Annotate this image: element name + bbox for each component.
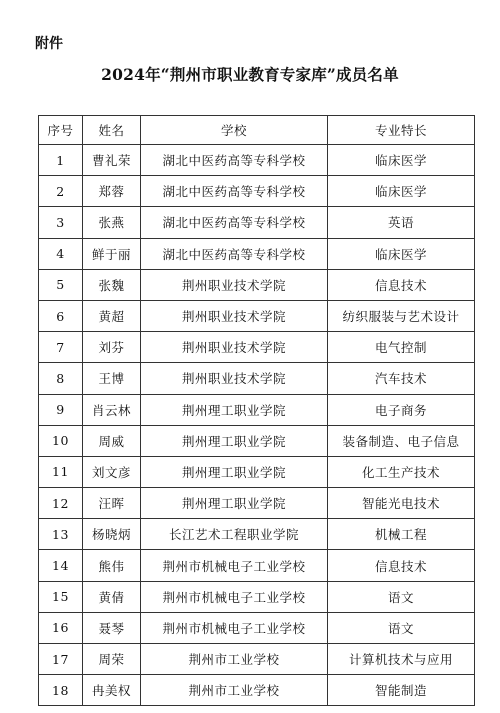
cell-name: 郑蓉 [83,176,141,207]
cell-name: 黄超 [83,300,141,331]
cell-specialty: 智能制造 [328,675,475,706]
cell-name: 张燕 [83,207,141,238]
cell-number: 18 [39,675,83,706]
cell-school: 荆州理工职业学院 [141,456,328,487]
cell-number: 1 [39,145,83,176]
table-row [39,332,475,363]
cell-school: 湖北中医药高等专科学校 [141,145,328,176]
cell-school: 荆州理工职业学院 [141,394,328,425]
cell-name: 冉美权 [83,675,141,706]
table-row [39,612,475,643]
table-row [39,363,475,394]
cell-number: 14 [39,550,83,581]
cell-number: 9 [39,394,83,425]
cell-name: 曹礼荣 [83,145,141,176]
table-row [39,456,475,487]
attachment-label: 附件 [35,36,63,52]
cell-school: 荆州职业技术学院 [141,269,328,300]
cell-number: 16 [39,612,83,643]
column-header-specialty: 专业特长 [328,116,475,145]
cell-number: 5 [39,269,83,300]
cell-school: 荆州理工职业学院 [141,488,328,519]
cell-school: 荆州职业技术学院 [141,332,328,363]
cell-specialty: 临床医学 [328,176,475,207]
cell-specialty: 智能光电技术 [328,488,475,519]
table-row [39,488,475,519]
table-row [39,675,475,706]
cell-school: 湖北中医药高等专科学校 [141,176,328,207]
cell-specialty: 临床医学 [328,238,475,269]
cell-school: 长江艺术工程职业学院 [141,519,328,550]
cell-name: 肖云林 [83,394,141,425]
cell-name: 黄倩 [83,581,141,612]
table-row [39,269,475,300]
table-body [39,145,475,706]
column-header-name: 姓名 [83,116,141,145]
cell-school: 荆州市工业学校 [141,675,328,706]
cell-name: 刘文彦 [83,456,141,487]
cell-name: 鲜于丽 [83,238,141,269]
cell-name: 王博 [83,363,141,394]
cell-number: 6 [39,300,83,331]
table-row [39,425,475,456]
table-row [39,644,475,675]
cell-specialty: 信息技术 [328,269,475,300]
cell-school: 荆州市机械电子工业学校 [141,550,328,581]
cell-school: 荆州市工业学校 [141,644,328,675]
cell-number: 7 [39,332,83,363]
cell-specialty: 汽车技术 [328,363,475,394]
cell-specialty: 机械工程 [328,519,475,550]
cell-number: 8 [39,363,83,394]
cell-specialty: 电子商务 [328,394,475,425]
cell-specialty: 语文 [328,612,475,643]
cell-number: 12 [39,488,83,519]
cell-number: 10 [39,425,83,456]
cell-specialty: 语文 [328,581,475,612]
cell-number: 2 [39,176,83,207]
cell-specialty: 纺织服装与艺术设计 [328,300,475,331]
cell-number: 13 [39,519,83,550]
member-roster-table [38,115,475,706]
cell-name: 杨晓炳 [83,519,141,550]
cell-school: 湖北中医药高等专科学校 [141,238,328,269]
cell-number: 11 [39,456,83,487]
column-header-school: 学校 [141,116,328,145]
table-row [39,300,475,331]
table-row [39,519,475,550]
cell-specialty: 装备制造、电子信息 [328,425,475,456]
cell-specialty: 电气控制 [328,332,475,363]
cell-school: 荆州市机械电子工业学校 [141,581,328,612]
cell-school: 荆州职业技术学院 [141,363,328,394]
cell-school: 荆州职业技术学院 [141,300,328,331]
table-row [39,581,475,612]
cell-number: 15 [39,581,83,612]
cell-specialty: 计算机技术与应用 [328,644,475,675]
table-row [39,145,475,176]
table-row [39,550,475,581]
cell-number: 17 [39,644,83,675]
cell-name: 熊伟 [83,550,141,581]
table-row [39,394,475,425]
cell-name: 周荣 [83,644,141,675]
cell-name: 刘芬 [83,332,141,363]
table-header-row [39,116,475,145]
cell-name: 周威 [83,425,141,456]
cell-specialty: 化工生产技术 [328,456,475,487]
cell-school: 湖北中医药高等专科学校 [141,207,328,238]
cell-name: 汪晖 [83,488,141,519]
cell-specialty: 临床医学 [328,145,475,176]
cell-number: 3 [39,207,83,238]
cell-specialty: 英语 [328,207,475,238]
table-row [39,176,475,207]
cell-specialty: 信息技术 [328,550,475,581]
cell-number: 4 [39,238,83,269]
document-title: 2024年“荆州市职业教育专家库”成员名单 [101,65,399,84]
column-header-number: 序号 [39,116,83,145]
table-row [39,238,475,269]
table-row [39,207,475,238]
cell-name: 张魏 [83,269,141,300]
cell-school: 荆州理工职业学院 [141,425,328,456]
cell-name: 聂琴 [83,612,141,643]
cell-school: 荆州市机械电子工业学校 [141,612,328,643]
